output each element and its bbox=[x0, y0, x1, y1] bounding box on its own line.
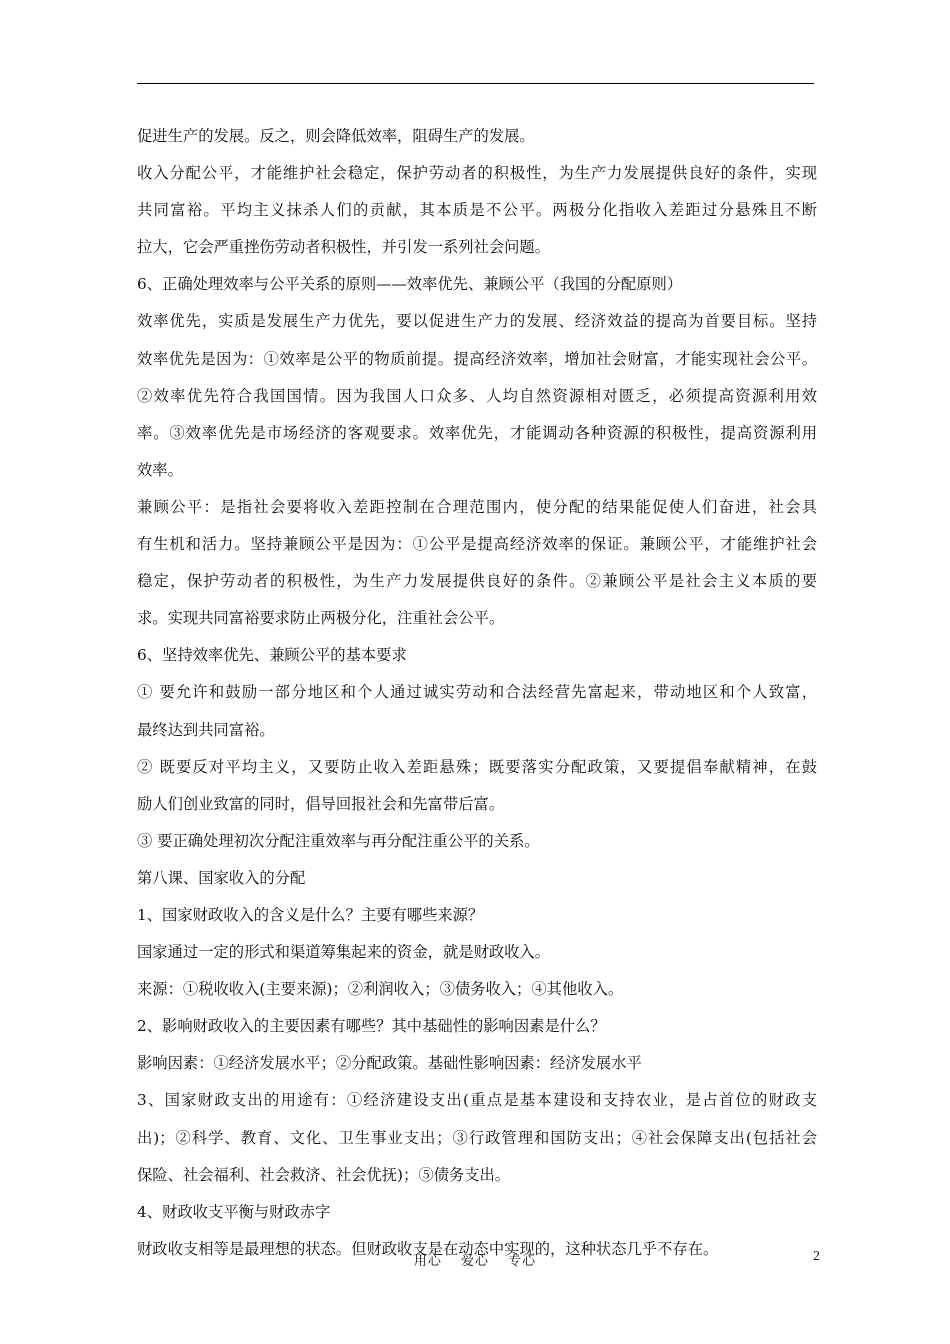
section-heading: 6、坚持效率优先、兼顾公平的基本要求 bbox=[137, 646, 407, 665]
text-line: 出)；②科学、教育、文化、卫生事业支出；③行政管理和国防支出；④社会保障支出(包括社会 bbox=[137, 1128, 817, 1147]
text-line: 效率。 bbox=[137, 460, 183, 479]
footer-slogan: 用心 爱心 专心 bbox=[413, 1254, 537, 1269]
section-heading: 6、正确处理效率与公平关系的原则——效率优先、兼顾公平（我国的分配原则） bbox=[137, 275, 683, 294]
text-line: 收入分配公平，才能维护社会稳定，保护劳动者的积极性，为生产力发展提供良好的条件，实现 bbox=[137, 164, 817, 183]
text-line: 稳定，保护劳动者的积极性，为生产力发展提供良好的条件。②兼顾公平是社会主义本质的要 bbox=[137, 572, 817, 591]
text-line: 最终达到共同富裕。 bbox=[137, 720, 275, 739]
text-line: 影响因素：①经济发展水平；②分配政策。基础性影响因素：经济发展水平 bbox=[137, 1054, 642, 1073]
text-line: 来源：①税收收入(主要来源)；②利润收入；③债务收入；④其他收入。 bbox=[137, 980, 624, 999]
text-line: 拉大，它会严重挫伤劳动者积极性，并引发一系列社会问题。 bbox=[137, 238, 551, 257]
section-heading: 4、财政收支平衡与财政赤字 bbox=[137, 1202, 331, 1221]
body-text bbox=[137, 118, 817, 1268]
text-line: 励人们创业致富的同时，倡导回报社会和先富带后富。 bbox=[137, 794, 505, 813]
text-line: 国家通过一定的形式和渠道筹集起来的资金，就是财政收入。 bbox=[137, 943, 551, 962]
list-item: ② 既要反对平均主义，又要防止收入差距悬殊；既要落实分配政策，又要提倡奉献精神，在鼓 bbox=[137, 757, 817, 776]
text-line: ②效率优先符合我国国情。因为我国人口众多、人均自然资源相对匮乏，必须提高资源利用效 bbox=[137, 386, 817, 405]
text-line: 效率优先，实质是发展生产力优先，要以促进生产力的发展、经济效益的提高为首要目标。坚持 bbox=[137, 312, 817, 331]
text-line: 兼顾公平：是指社会要将收入差距控制在合理范围内，使分配的结果能促使人们奋进，社会具 bbox=[137, 497, 817, 516]
section-heading: 2、影响财政收入的主要因素有哪些？其中基础性的影响因素是什么？ bbox=[137, 1017, 606, 1036]
page-number: 2 bbox=[813, 1249, 820, 1264]
section-heading: 3、国家财政支出的用途有：①经济建设支出(重点是基本建设和支持农业，是占首位的财政支 bbox=[137, 1091, 817, 1110]
text-line: 效率优先是因为：①效率是公平的物质前提。提高经济效率，增加社会财富，才能实现社会公平。 bbox=[137, 349, 817, 368]
section-heading: 1、国家财政收入的含义是什么？主要有哪些来源？ bbox=[137, 905, 484, 924]
list-item: ① 要允许和鼓励一部分地区和个人通过诚实劳动和合法经营先富起来，带动地区和个人致富， bbox=[137, 683, 817, 702]
lesson-title: 第八课、国家收入的分配 bbox=[137, 868, 306, 887]
text-line: 共同富裕。平均主义抹杀人们的贡献，其本质是不公平。两极分化指收入差距过分悬殊且不断 bbox=[137, 201, 817, 220]
text-line: 率。③效率优先是市场经济的客观要求。效率优先，才能调动各种资源的积极性，提高资源利用 bbox=[137, 423, 817, 442]
text-line: 求。实现共同富裕要求防止两极分化，注重社会公平。 bbox=[137, 609, 505, 628]
text-line: 财政收支相等是最理想的状态。但财政收支是在动态中实现的，这种状态几乎不存在。 bbox=[137, 1239, 719, 1258]
text-line: 有生机和活力。坚持兼顾公平是因为：①公平是提高经济效率的保证。兼顾公平，才能维护社会 bbox=[137, 535, 817, 554]
text-line: 保险、社会福利、社会救济、社会优抚)；⑤债务支出。 bbox=[137, 1165, 511, 1184]
header-rule bbox=[137, 83, 814, 84]
text-line: 促进生产的发展。反之，则会降低效率，阻碍生产的发展。 bbox=[137, 127, 535, 145]
list-item: ③ 要正确处理初次分配注重效率与再分配注重公平的关系。 bbox=[137, 831, 540, 850]
